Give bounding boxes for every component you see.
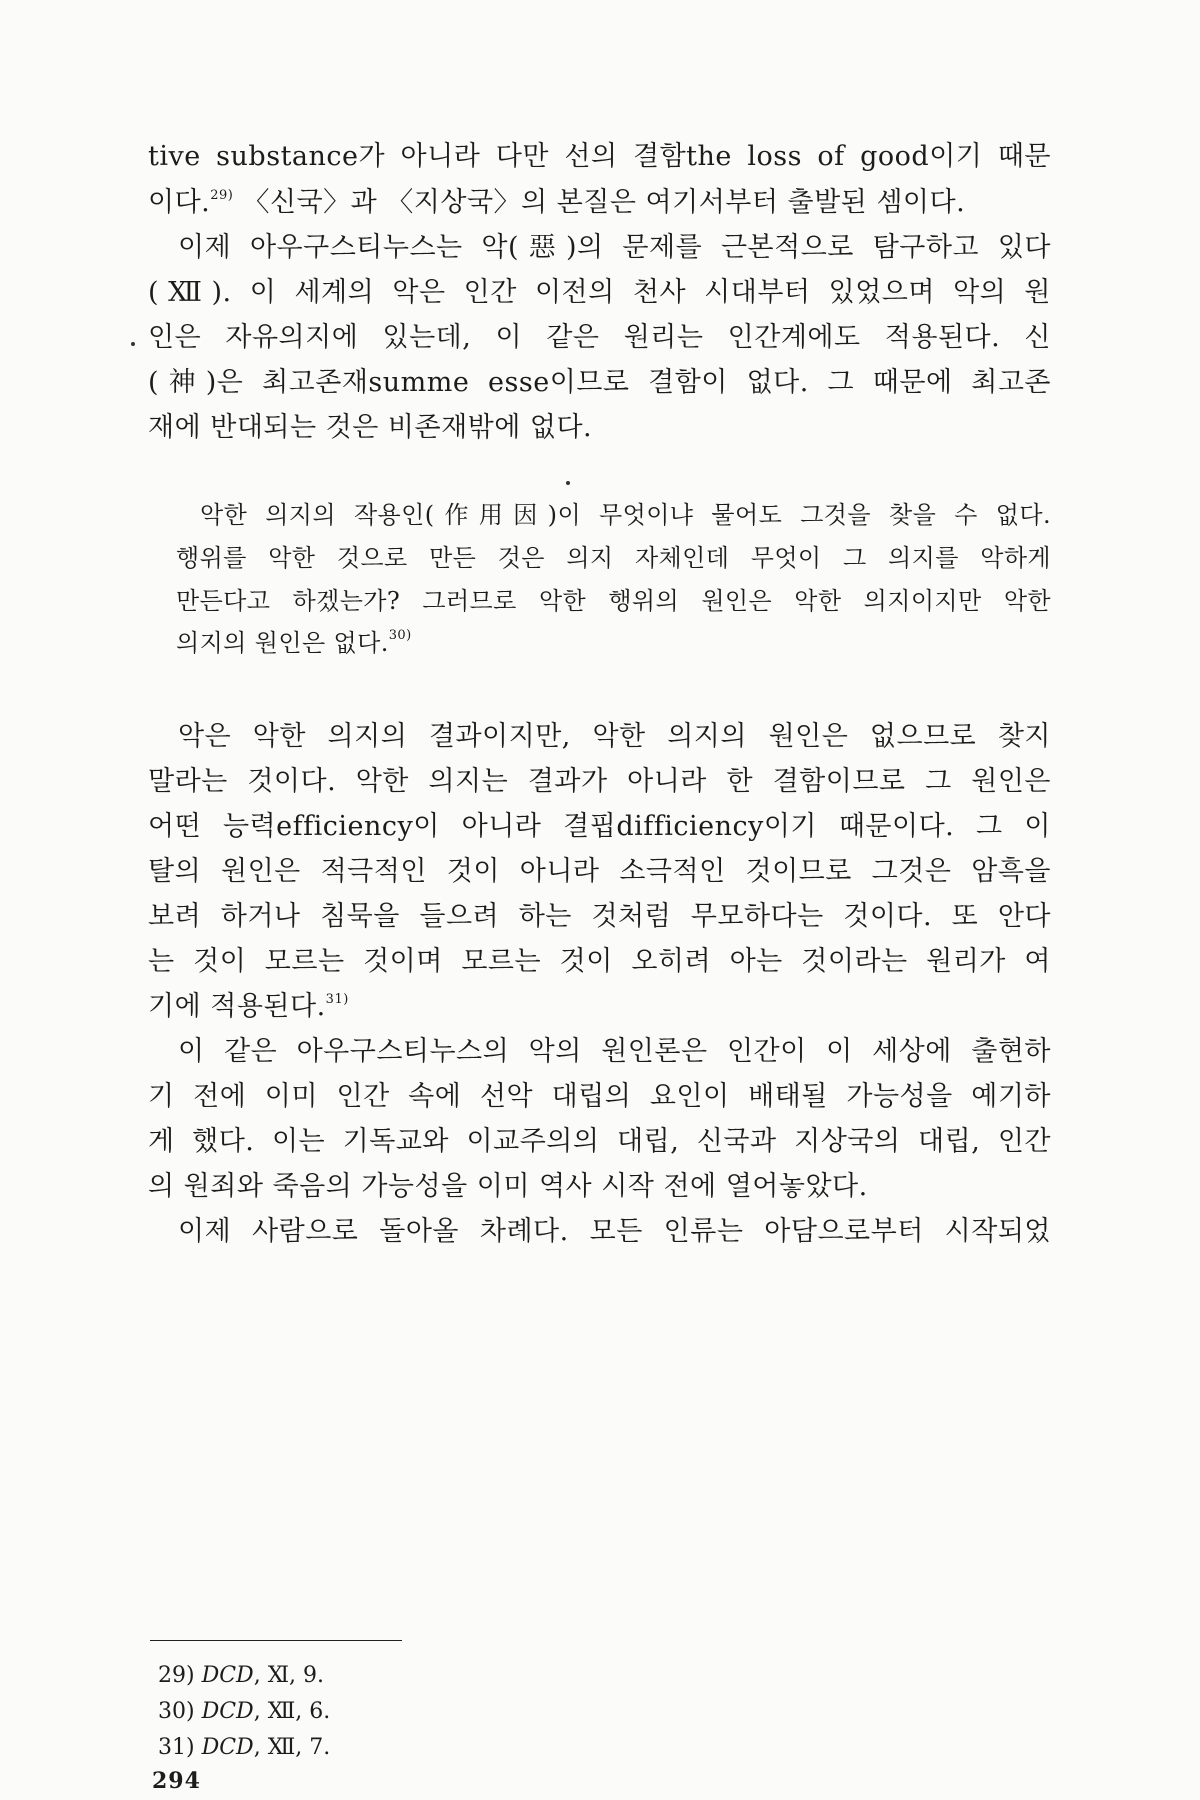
footnote-29 bbox=[158, 1661, 324, 1691]
footnote-source: DCD bbox=[201, 1735, 254, 1760]
body-text: 〈신국〉과 〈지상국〉의 본질은 여기서부터 출발된 셈이다. bbox=[233, 187, 966, 218]
footnote-31 bbox=[158, 1733, 330, 1763]
footnote-ref-30: 30) bbox=[388, 628, 412, 643]
footnote-source: DCD bbox=[201, 1699, 254, 1724]
body-line: 게 했다. 이는 기독교와 이교주의의 대립, 신국과 지상국의 대립, 인간 bbox=[148, 1126, 1051, 1157]
footnote-ref-31: 31) bbox=[325, 992, 349, 1007]
footnote-rule bbox=[150, 1640, 402, 1641]
page-number: 294 bbox=[152, 1768, 201, 1794]
quote-line bbox=[176, 625, 1051, 661]
footnote-reference: , Ⅻ, 7. bbox=[253, 1735, 331, 1760]
quote-line: 행위를 악한 것으로 만든 것은 의지 자체인데 무엇이 그 의지를 악하게 bbox=[176, 544, 1051, 572]
footnote-number: 29) bbox=[158, 1663, 195, 1688]
body-line: 이제 아우구스티누스는 악(惡)의 문제를 근본적으로 탐구하고 있다 bbox=[178, 232, 1051, 263]
quote-text: 의지의 원인은 없다. bbox=[176, 629, 389, 657]
body-line: 말라는 것이다. 악한 의지는 결과가 아니라 한 결함이므로 그 원인은 bbox=[148, 766, 1051, 797]
body-line: 기 전에 이미 인간 속에 선악 대립의 요인이 배태될 가능성을 예기하 bbox=[148, 1081, 1051, 1112]
body-line: 악은 악한 의지의 결과이지만, 악한 의지의 원인은 없으므로 찾지 bbox=[178, 721, 1051, 752]
footnote-source: DCD bbox=[201, 1663, 254, 1688]
footnote-30 bbox=[158, 1697, 330, 1727]
body-line: 어떤 능력efficiency이 아니라 결핍difficiency이기 때문이다. 그 이 bbox=[148, 811, 1051, 842]
body-line: tive substance가 아니라 다만 선의 결함the loss of good이기 때문 bbox=[148, 141, 1051, 172]
body-line: 의 원죄와 죽음의 가능성을 이미 역사 시작 전에 열어놓았다. bbox=[148, 1171, 868, 1202]
body-line: 재에 반대되는 것은 비존재밖에 없다. bbox=[148, 412, 593, 443]
body-line: 이 같은 아우구스티누스의 악의 원인론은 인간이 이 세상에 출현하 bbox=[178, 1036, 1051, 1067]
body-text: 이다. bbox=[148, 187, 211, 218]
footnote-ref-29: 29) bbox=[210, 188, 234, 203]
scan-speck bbox=[131, 342, 135, 346]
scan-speck bbox=[566, 481, 570, 485]
quote-line: 악한 의지의 작용인(作用因)이 무엇이냐 물어도 그것을 찾을 수 없다. bbox=[200, 501, 1051, 529]
body-line bbox=[148, 987, 1051, 1027]
footnote-reference: , Ⅺ, 9. bbox=[253, 1663, 324, 1688]
footnote-reference: , Ⅻ, 6. bbox=[253, 1699, 331, 1724]
body-line: (Ⅻ). 이 세계의 악은 인간 이전의 천사 시대부터 있었으며 악의 원 bbox=[148, 277, 1051, 308]
quote-line: 만든다고 하겠는가? 그러므로 악한 행위의 원인은 악한 의지이지만 악한 bbox=[176, 587, 1051, 615]
body-line bbox=[148, 183, 1051, 223]
body-line: 는 것이 모르는 것이며 모르는 것이 오히려 아는 것이라는 원리가 여 bbox=[148, 946, 1051, 977]
body-line: (神)은 최고존재summe esse이므로 결함이 없다. 그 때문에 최고존 bbox=[148, 367, 1051, 398]
body-line: 인은 자유의지에 있는데, 이 같은 원리는 인간계에도 적용된다. 신 bbox=[148, 322, 1051, 353]
footnote-number: 30) bbox=[158, 1699, 195, 1724]
footnote-number: 31) bbox=[158, 1735, 195, 1760]
body-line: 탈의 원인은 적극적인 것이 아니라 소극적인 것이므로 그것은 암흑을 bbox=[148, 856, 1051, 887]
body-text: 기에 적용된다. bbox=[148, 991, 326, 1022]
body-line: 이제 사람으로 돌아올 차례다. 모든 인류는 아담으로부터 시작되었 bbox=[178, 1216, 1051, 1247]
body-line: 보려 하거나 침묵을 들으려 하는 것처럼 무모하다는 것이다. 또 안다 bbox=[148, 901, 1051, 932]
